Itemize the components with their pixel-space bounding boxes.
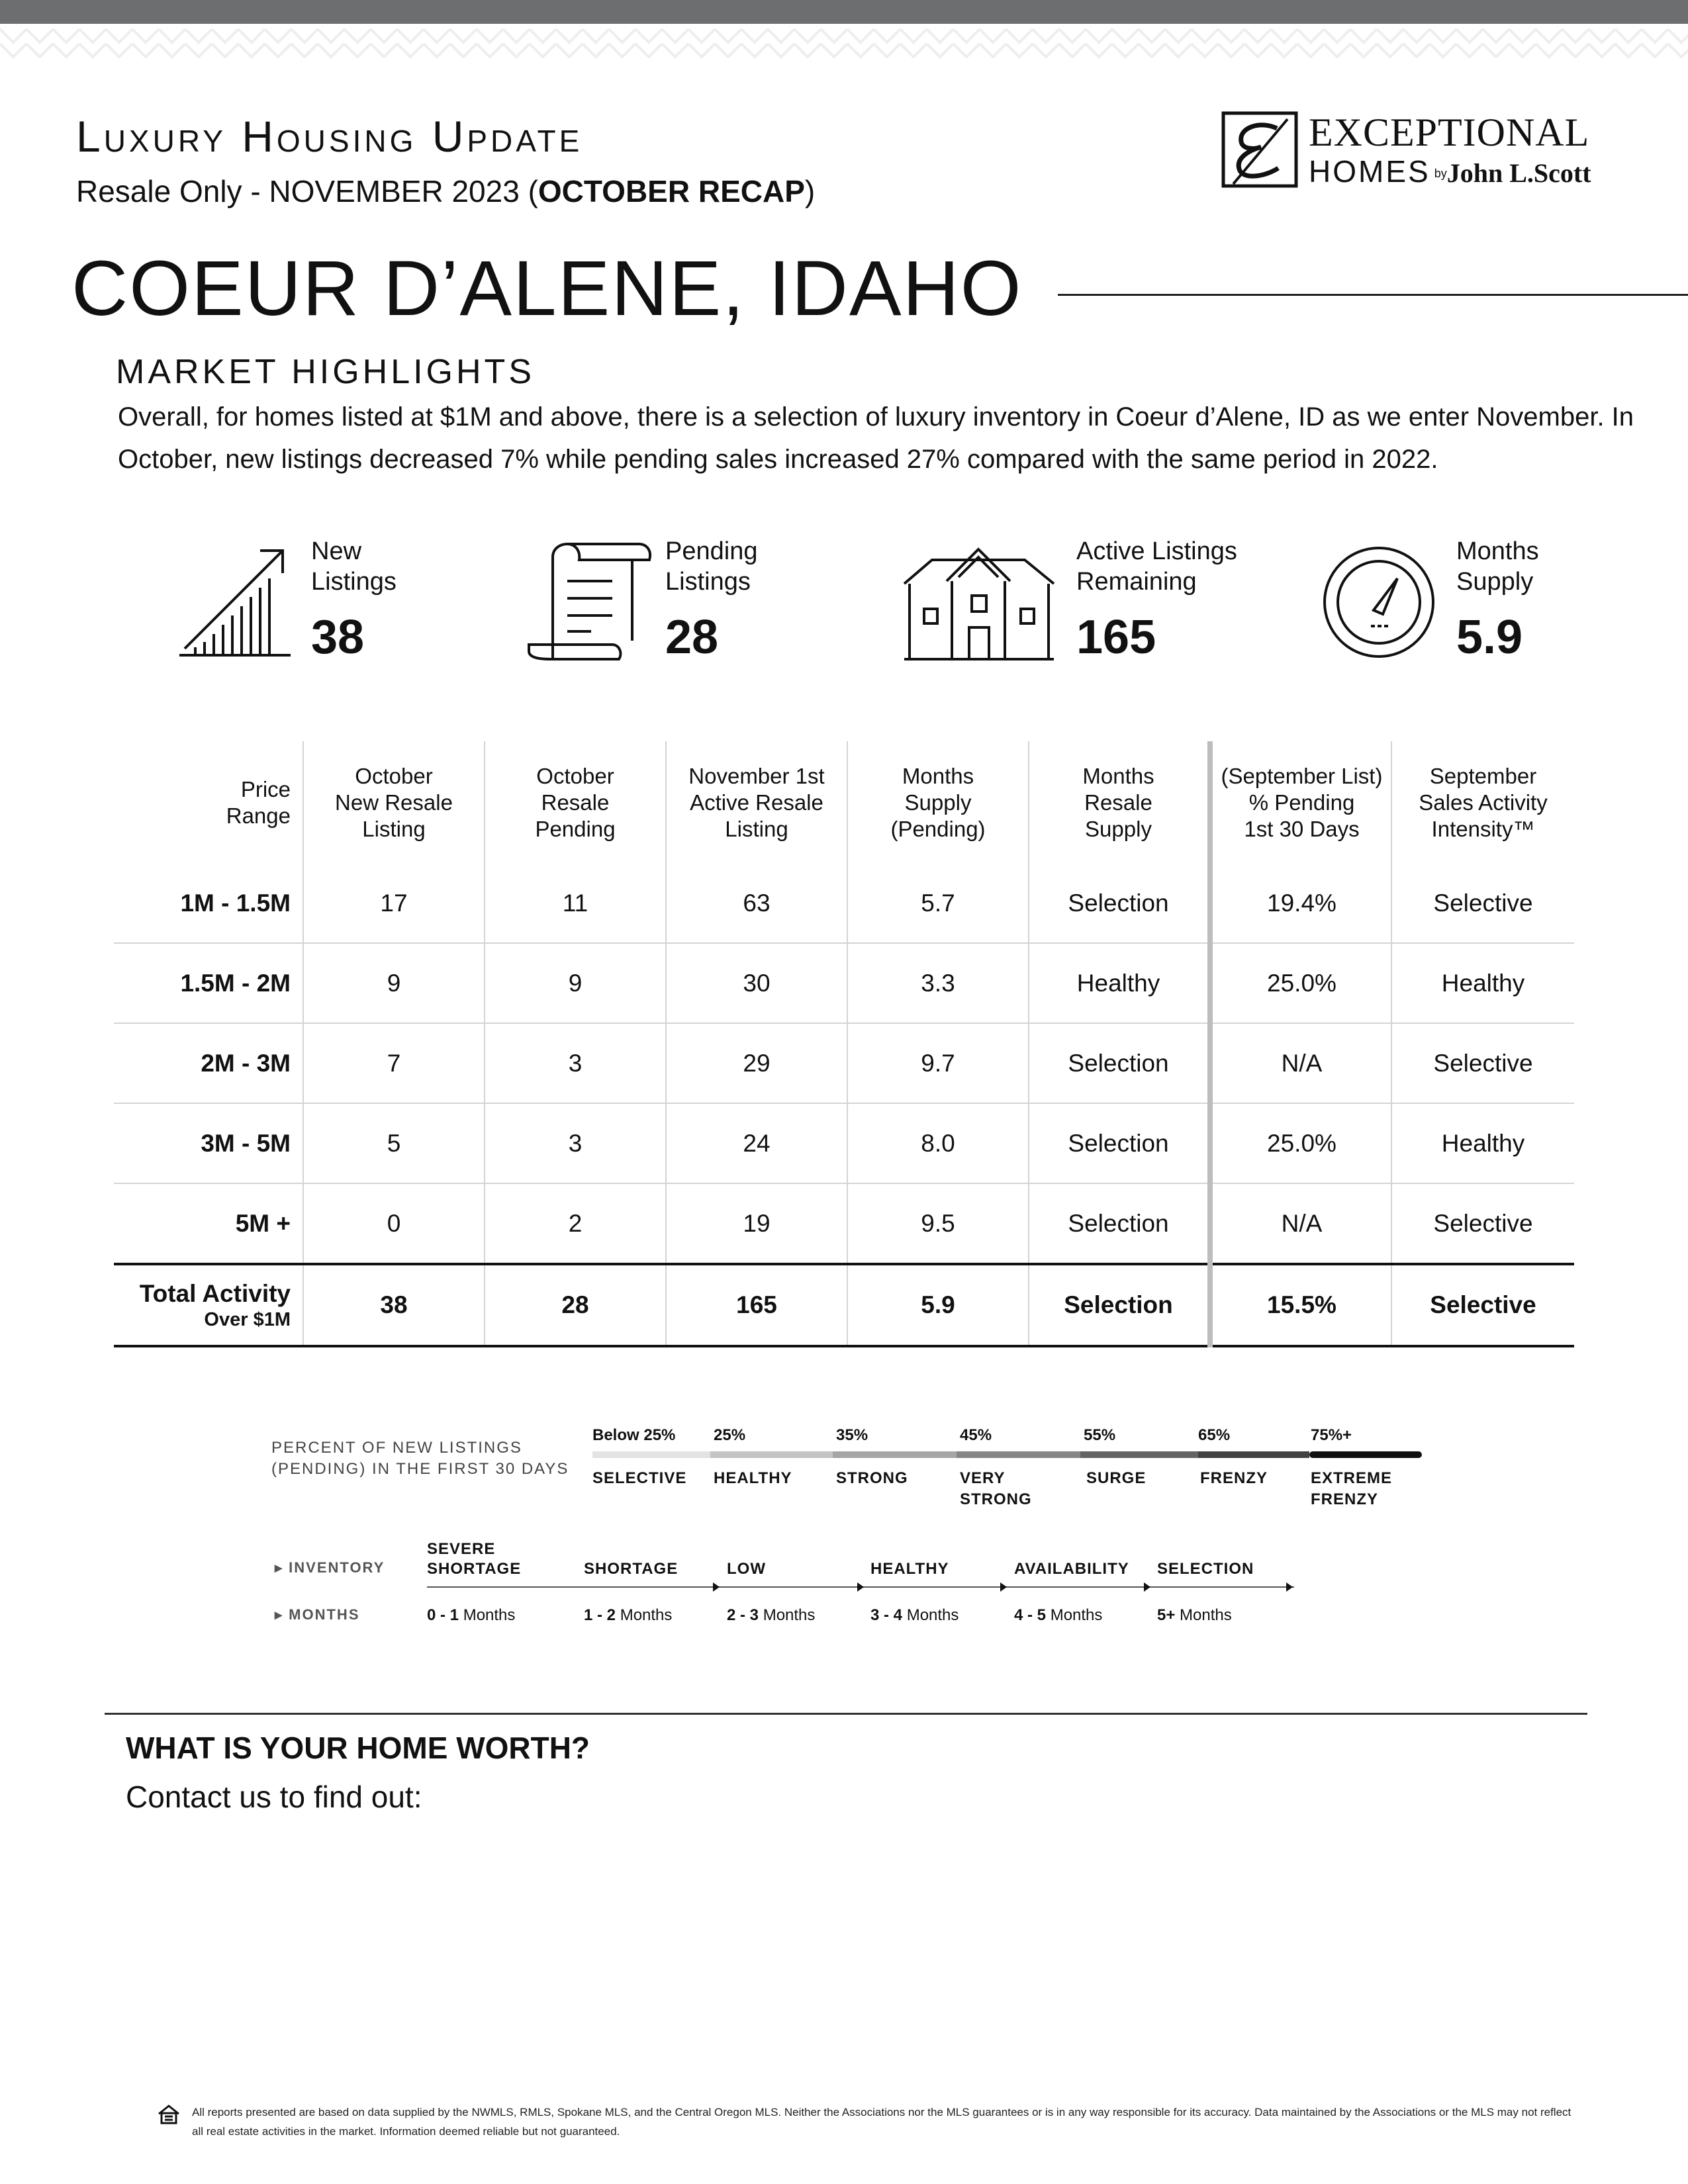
kpi-label: Months Supply [1456,537,1539,596]
inventory-label: SEVERE SHORTAGE [427,1540,522,1578]
intensity-segment [1080,1451,1198,1458]
months-unit: Months [1050,1606,1103,1624]
legend-pct: Below 25% [592,1426,676,1444]
cell-total-new: 38 [303,1264,485,1346]
cell-intensity: Selective [1391,864,1574,943]
kpi-active-listings [900,536,1244,675]
cell-pending: 9 [485,943,666,1023]
months-row-tag [275,1606,360,1623]
top-banner-bar [0,0,1688,24]
cell-total-supply: 5.9 [847,1264,1029,1346]
months-range: 0 - 1 [427,1606,459,1624]
cell-intensity: Healthy [1391,943,1574,1023]
legal-disclaimer: All reports presented are based on data supplied by the NWMLS, RMLS, Spokane MLS, and the Central Oregon MLS. Neither the Associations nor the MLS guarantees or is in any way responsible for its accuracy. Data maintained by the Associations or the MLS may not reflect all real estate activities in the market. Information deemed reliable but not guaranteed. [192,2106,1571,2138]
table-row [114,943,1574,1023]
cell-pending: 11 [485,864,666,943]
home-worth-heading: WHAT IS YOUR HOME WORTH? [126,1731,590,1765]
market-summary: Overall, for homes listed at $1M and above, there is a selection of luxury inventory in Coeur d’Alene, ID as we enter November. In October, new listings decreased 7% while pending sales increased 27% compared with the same period in 2022. [118,402,1634,474]
cell-new: 17 [303,864,485,943]
intensity-segment [592,1451,710,1458]
months-range: 1 - 2 [584,1606,616,1624]
months-label [1014,1606,1102,1625]
table-row [114,1183,1574,1264]
inventory-scale-line [427,1580,1297,1594]
kpi-value: 38 [311,611,365,664]
legend-pct: 35% [836,1426,868,1444]
months-unit: Months [906,1606,959,1624]
cell-pct-pending: 25.0% [1210,943,1391,1023]
months-label [584,1606,672,1625]
cell-total-intensity: Selective [1391,1264,1574,1346]
intensity-segment [710,1451,833,1458]
cell-active: 24 [666,1103,847,1183]
inventory-label: SELECTION [1157,1560,1254,1578]
cell-intensity: Selective [1391,1023,1574,1103]
cell-new: 0 [303,1183,485,1264]
cell-active: 29 [666,1023,847,1103]
legend-pct: 65% [1198,1426,1231,1444]
kpi-new-listings [175,536,453,675]
cell-total-pending: 28 [485,1264,666,1346]
cell-pct-pending: N/A [1210,1183,1391,1264]
legend-intensity-label: STRONG [836,1469,908,1487]
header-resale-pending: October Resale Pending [485,741,666,864]
cell-active: 63 [666,864,847,943]
table-row [114,864,1574,943]
months-range: 2 - 3 [727,1606,759,1624]
header-pct-pending: (September List) % Pending 1st 30 Days [1210,741,1391,864]
market-highlights-heading: MARKET HIGHLIGHTS [116,353,536,391]
cell-new: 7 [303,1023,485,1103]
logo-by: by [1434,167,1447,181]
subtitle-recap: OCTOBER RECAP [538,174,805,208]
legend-intensity-label: VERY STRONG [960,1469,1032,1508]
cell-pct-pending: 19.4% [1210,864,1391,943]
cell-supply: 9.5 [847,1183,1029,1264]
table-row [114,1103,1574,1183]
months-label [1157,1606,1232,1625]
cell-price-range: 3M - 5M [114,1103,303,1183]
cell-supply: 3.3 [847,943,1029,1023]
cell-new: 9 [303,943,485,1023]
months-unit: Months [763,1606,816,1624]
logo-homes: HOMES [1309,154,1430,189]
legend-intensity-label: HEALTHY [714,1469,792,1487]
cell-pending: 2 [485,1183,666,1264]
legend-intensity-label: SURGE [1086,1469,1147,1487]
cell-supply: 5.7 [847,864,1029,943]
header-price-range: Price Range [114,741,303,864]
triangle-right-icon: ▸ [275,1559,284,1576]
intensity-segment [1309,1451,1422,1458]
months-label [427,1606,515,1625]
header-months-supply-pending: Months Supply (Pending) [847,741,1029,864]
logo-brand: John L.Scott [1446,158,1591,188]
legend-intensity-label: EXTREME FRENZY [1311,1469,1393,1508]
table-row [114,1023,1574,1103]
cell-new: 5 [303,1103,485,1183]
cell-resale-supply: Selection [1029,1183,1210,1264]
months-label [727,1606,815,1625]
kpi-label: Active Listings Remaining [1076,537,1237,596]
cell-intensity: Healthy [1391,1103,1574,1183]
cell-supply: 8.0 [847,1103,1029,1183]
cta-divider [105,1713,1587,1715]
cell-resale-supply: Healthy [1029,943,1210,1023]
cell-resale-supply: Selection [1029,864,1210,943]
months-unit: Months [620,1606,673,1624]
logo-wordmark-homes [1309,154,1591,189]
inventory-row-tag [275,1559,385,1576]
months-range: 4 - 5 [1014,1606,1047,1624]
cell-price-range: 1.5M - 2M [114,943,303,1023]
cell-price-range: 5M + [114,1183,303,1264]
header-new-listing: October New Resale Listing [303,741,485,864]
logo-wordmark-exceptional: EXCEPTIONAL [1309,111,1590,154]
table-header-row [114,741,1574,864]
kpi-pending-listings [526,536,804,675]
cell-price-range: 1M - 1.5M [114,864,303,943]
scale-arrow-icon [857,1582,864,1592]
cell-price-range: 2M - 3M [114,1023,303,1103]
table-total-row [114,1264,1574,1346]
cell-total-active: 165 [666,1264,847,1346]
scale-arrow-icon [713,1582,720,1592]
legend-intensity-label: FRENZY [1200,1469,1268,1487]
cell-pct-pending: 25.0% [1210,1103,1391,1183]
legend-caption: PERCENT OF NEW LISTINGS (PENDING) IN THE FIRST 30 DAYS [271,1439,569,1478]
cell-total-pct-pending: 15.5% [1210,1264,1391,1346]
scale-arrow-icon [1286,1582,1293,1592]
cell-resale-supply: Selection [1029,1103,1210,1183]
decorative-pattern-band [0,24,1688,66]
kpi-label: Pending Listings [665,537,758,596]
triangle-right-icon: ▸ [275,1606,284,1623]
market-data-table [114,741,1574,1347]
document-scroll-icon [526,541,652,664]
scale-arrow-icon [1000,1582,1007,1592]
inventory-tag-text: INVENTORY [289,1559,385,1576]
legend-pct: 55% [1084,1426,1116,1444]
inventory-label: HEALTHY [870,1560,949,1578]
equal-housing-icon [158,2105,180,2124]
inventory-label: LOW [727,1560,766,1578]
months-unit: Months [463,1606,516,1624]
months-unit: Months [1180,1606,1232,1624]
cell-pct-pending: N/A [1210,1023,1391,1103]
subtitle-suffix: ) [804,174,816,208]
header-months-resale-supply: Months Resale Supply [1029,741,1210,864]
kpi-value: 165 [1076,611,1156,664]
home-worth-subtext: Contact us to find out: [126,1780,422,1814]
title-rule [1058,294,1688,296]
city-title: COEUR D’ALENE, IDAHO [71,245,1023,332]
cell-intensity: Selective [1391,1183,1574,1264]
legend-pct: 45% [960,1426,992,1444]
logo-e-monogram-icon [1221,111,1298,188]
kpi-months-supply [1321,536,1599,675]
report-subtitle [76,173,815,209]
intensity-segment [833,1451,957,1458]
inventory-label: AVAILABILITY [1014,1560,1129,1578]
legend-pct: 75%+ [1311,1426,1352,1444]
report-title: Luxury Housing Update [76,112,583,161]
cell-resale-supply: Selection [1029,1023,1210,1103]
kpi-label: New Listings [311,537,397,596]
cell-total-resale-supply: Selection [1029,1264,1210,1346]
months-label [870,1606,959,1625]
cell-pending: 3 [485,1103,666,1183]
subtitle-prefix: Resale Only - NOVEMBER 2023 ( [76,174,538,208]
cell-supply: 9.7 [847,1023,1029,1103]
exceptional-homes-logo [1221,111,1618,193]
kpi-value: 5.9 [1456,611,1523,664]
legend-pct: 25% [714,1426,746,1444]
total-label-line2: Over $1M [204,1309,291,1330]
months-range: 5+ [1157,1606,1176,1624]
intensity-segment [957,1451,1080,1458]
cell-total-label [114,1264,303,1346]
scale-arrow-icon [1144,1582,1150,1592]
header-active-listing: November 1st Active Resale Listing [666,741,847,864]
total-label-line1: Total Activity [139,1280,291,1307]
house-icon [900,540,1059,663]
months-tag-text: MONTHS [289,1606,360,1623]
intensity-segment [1198,1451,1309,1458]
header-sales-intensity: September Sales Activity Intensity™ [1419,763,1548,841]
cell-active: 19 [666,1183,847,1264]
legend-intensity-label: SELECTIVE [592,1469,687,1487]
months-range: 3 - 4 [870,1606,903,1624]
intensity-scale-bar [592,1449,1427,1460]
speedometer-icon [1321,544,1437,660]
growth-chart-icon [175,543,295,662]
inventory-label: SHORTAGE [584,1560,679,1578]
kpi-value: 28 [665,611,719,664]
cell-active: 30 [666,943,847,1023]
cell-pending: 3 [485,1023,666,1103]
